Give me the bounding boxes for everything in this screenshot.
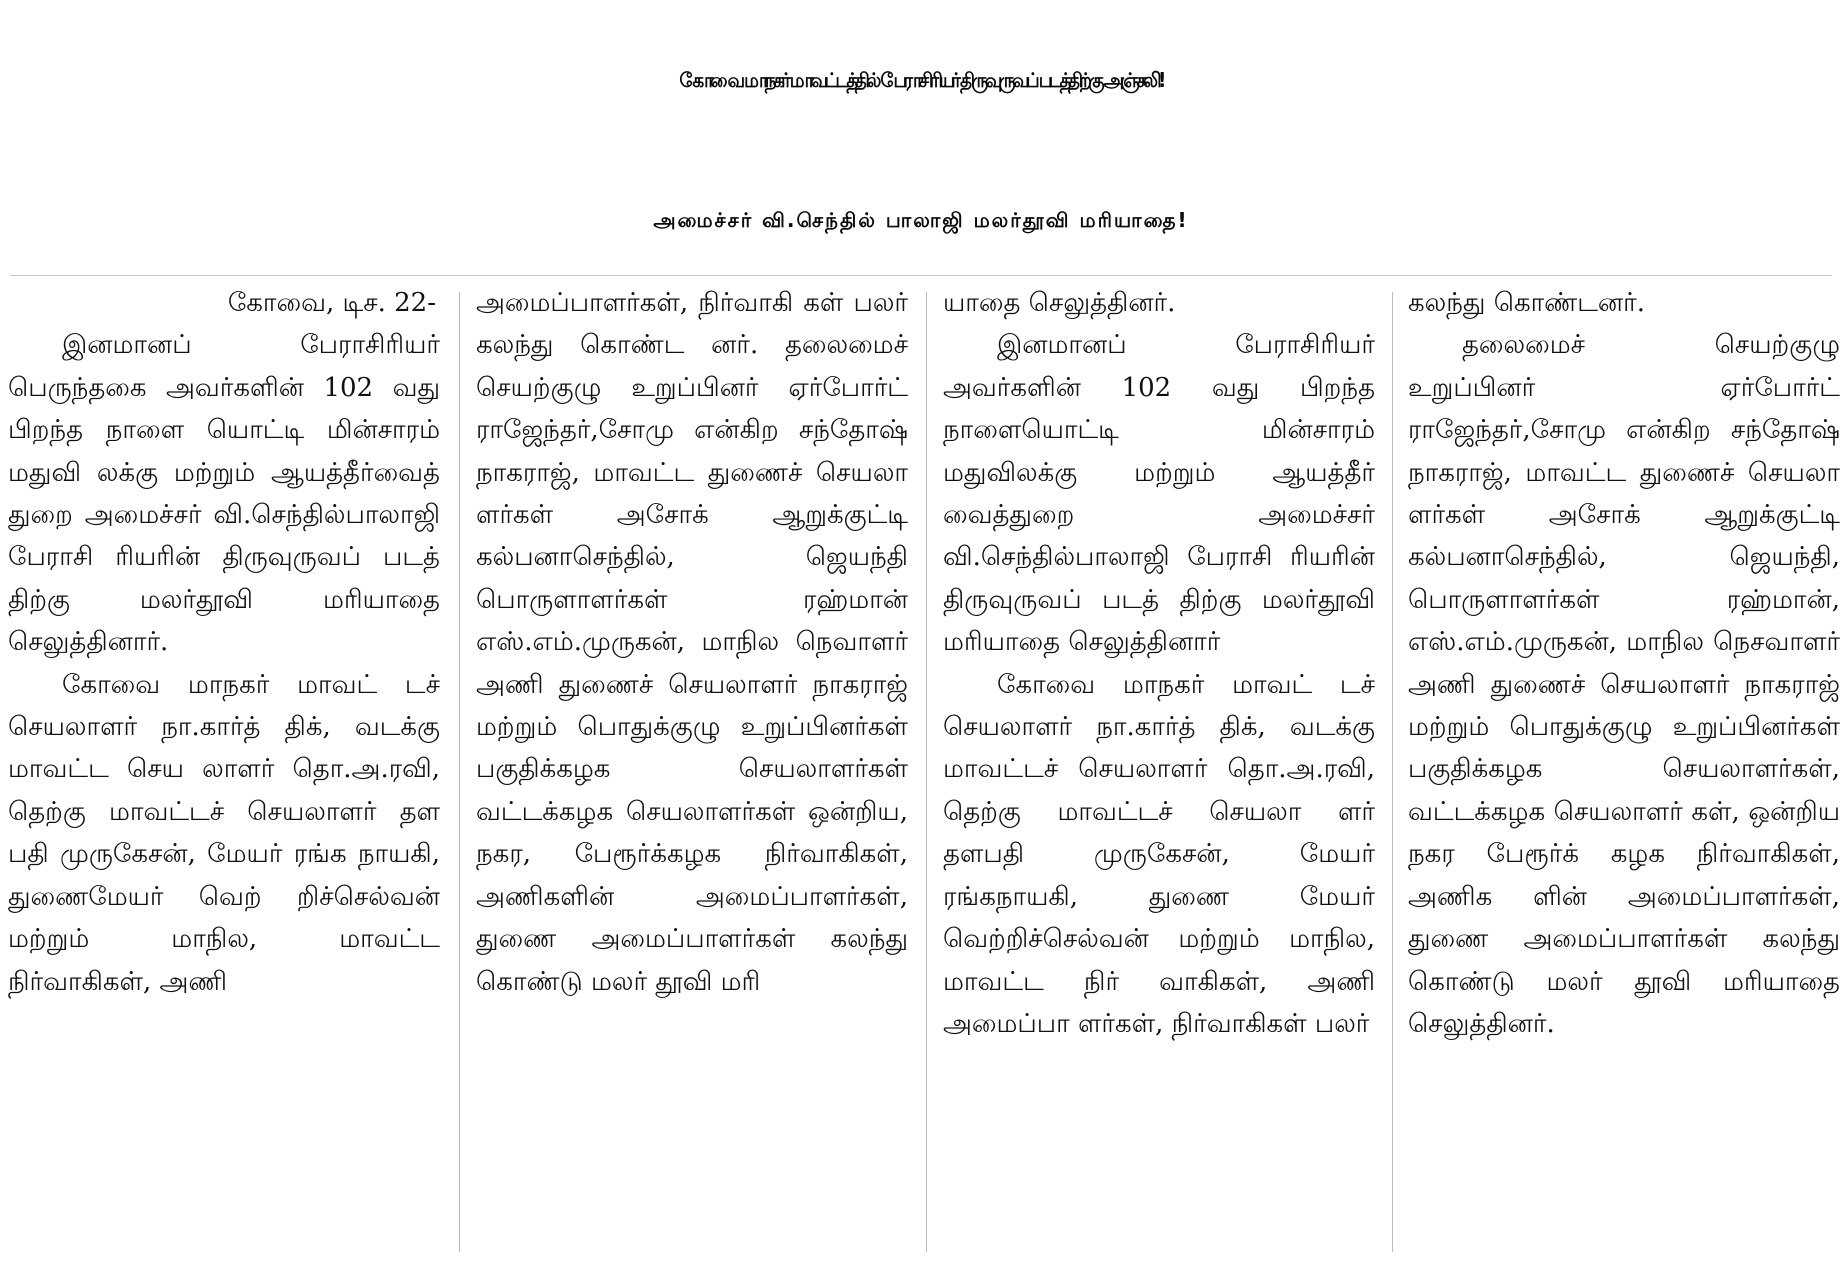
article-column-2 bbox=[476, 282, 908, 1262]
article-column-3 bbox=[943, 282, 1375, 1262]
article-paragraph: கோவை மாநகர் மாவட் டச் செயலாளர் நா.கார்த் திக், வடக்கு மாவட்டச் செயலாளர் தொ.அ.ரவி, தெற்கு மாவட்டச் செயலா ளர் தளபதி முருகேசன், மேயர் ரங்கநாயகி, துணை மேயர் வெற்றிச்செல்வன் மற்றும் மாநில, மாவட்ட நிர் வாகிகள், அணி அமைப்பா ளர்கள், நிர்வாகிகள் பலர் bbox=[943, 669, 1375, 1039]
article-paragraph: அமைப்பாளர்கள், நிர்வாகி கள் பலர் கலந்து கொண்ட னர். தலைமைச் செயற்குழு உறுப்பினர் ஏர்போர்ட் ராஜேந்தர்,சோமு என்கிற சந்தோஷ் நாகராஜ், மாவட்ட துணைச் செயலா ளர்கள் அசோக் ஆறுக்குட்டி கல்பனாசெந்தில், ஜெயந்தி பொருளாளர்கள் ரஹ்மான் எஸ்.எம்.முருகன், மாநில நெவாளர் அணி துணைச் செயலாளர் நாகராஜ் மற்றும் பொதுக்குழு உறுப்பினர்கள் பகுதிக்கழக செயலாளர்கள் வட்டக்கழக செயலாளர்கள் ஒன்றிய, நகர, பேரூர்க்கழக நிர்வாகிகள், அணிகளின் அமைப்பாளர்கள், துணை அமைப்பாளர்கள் கலந்து கொண்டு மலர் தூவி மரி bbox=[476, 288, 908, 997]
article-paragraph: யாதை செலுத்தினர். bbox=[943, 288, 1176, 318]
sub-headline: அமைச்சர் வி.செந்தில் பாலாஜி மலர்தூவி மரியாதை! bbox=[653, 208, 1189, 232]
article-paragraph: தலைமைச் செயற்குழு உறுப்பினர் ஏர்போர்ட் ராஜேந்தர்,சோமு என்கிற சந்தோஷ் நாகராஜ், மாவட்ட துணைச் செயலா ளர்கள் அசோக் ஆறுக்குட்டி கல்பனாசெந்தில், ஜெயந்தி, பொருளாளர்கள் ரஹ்மான், எஸ்.எம்.முருகன், மாநில நெசவாளர் அணி துணைச் செயலாளர் நாகராஜ் மற்றும் பொதுக்குழு உறுப்பினர்கள் பகுதிக்கழக செயலாளர்கள், வட்டக்கழக செயலாளர் கள், ஒன்றிய நகர பேரூர்க் கழக நிர்வாகிகள், அணிக ளின் அமைப்பாளர்கள், துணை அமைப்பாளர்கள் கலந்து கொண்டு மலர் தூவி மரியாதை செலுத்தினர். bbox=[1408, 330, 1840, 1039]
article-column-4 bbox=[1408, 282, 1840, 1262]
article-paragraph: கலந்து கொண்டனர். bbox=[1408, 288, 1645, 318]
headline-divider bbox=[10, 275, 1832, 276]
article-paragraph: இனமானப் பேராசிரியர் பெருந்தகை அவர்களின் 102 வது பிறந்த நாளை யொட்டி மின்சாரம் மதுவி லக்கு மற்றும் ஆயத்தீர்வைத் துறை அமைச்சர் வி.செந்தில்பாலாஜி பேராசி ரியரின் திருவுருவப் படத் திற்கு மலர்தூவி மரியாதை செலுத்தினார். bbox=[8, 330, 440, 658]
column-rule bbox=[459, 292, 460, 1252]
article-paragraph: கோவை மாநகர் மாவட் டச் செயலாளர் நா.கார்த் திக், வடக்கு மாவட்ட செய லாளர் தொ.அ.ரவி, தெற்கு மாவட்டச் செயலாளர் தள பதி முருகேசன், மேயர் ரங்க நாயகி, துணைமேயர் வெற் றிச்செல்வன் மற்றும் மாநில, மாவட்ட நிர்வாகிகள், அணி bbox=[8, 669, 440, 997]
main-headline: கோவை மாநகர் மாவட்டத்தில் பேராசிரியர் திருவுருவப் படத்திற்கு அஞ்சலி! bbox=[679, 68, 1163, 92]
column-rule bbox=[926, 292, 927, 1252]
article-body bbox=[8, 282, 1840, 1262]
article-paragraph: இனமானப் பேராசிரியர் அவர்களின் 102 வது பிறந்த நாளையொட்டி மின்சாரம் மதுவிலக்கு மற்றும் ஆயத்தீர் வைத்துறை அமைச்சர் வி.செந்தில்பாலாஜி பேராசி ரியரின் திருவுருவப் படத் திற்கு மலர்தூவி மரியாதை செலுத்தினார் bbox=[943, 330, 1375, 658]
column-rule bbox=[1392, 292, 1393, 1252]
dateline: கோவை, டிச. 22- bbox=[227, 288, 436, 318]
article-column-1 bbox=[8, 282, 440, 1262]
